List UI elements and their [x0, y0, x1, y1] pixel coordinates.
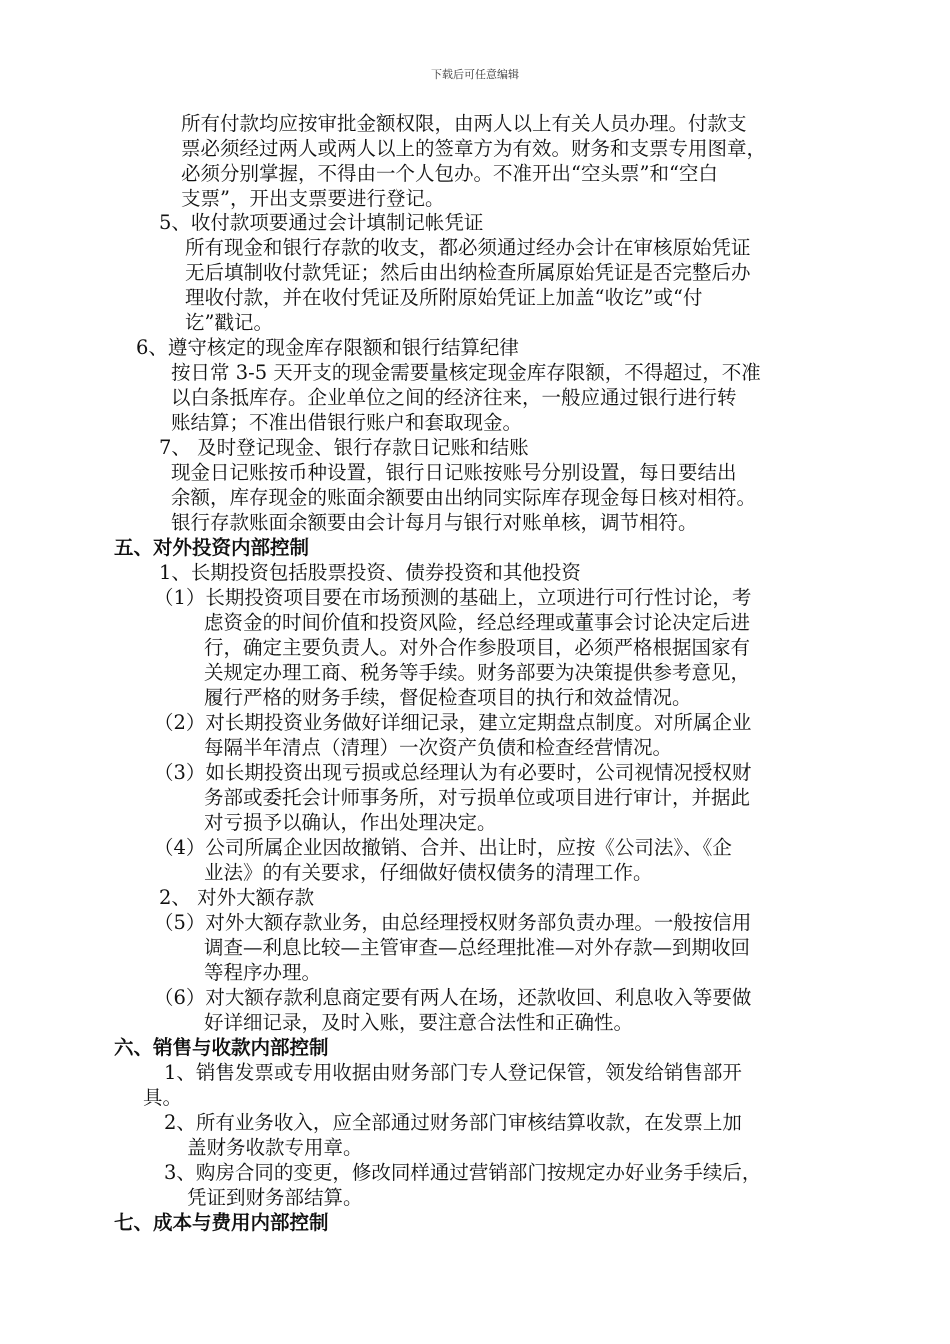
list-item-heading: 3、购房合同的变更，修改同样通过营销部门按规定办好业务手续后， — [164, 1161, 762, 1184]
body-line: 理收付款，并在收付凭证及所附原始凭证上加盖“收讫”或“付 — [185, 286, 703, 309]
body-line: （4）公司所属企业因故撤销、合并、出让时，应按《公司法》、《企 — [154, 836, 732, 859]
body-line: 虑资金的时间价值和投资风险，经总经理或董事会讨论决定后进 — [204, 611, 751, 634]
section-heading: 六、销售与收款内部控制 — [114, 1036, 329, 1059]
body-line: 履行严格的财务手续，督促检查项目的执行和效益情况。 — [204, 686, 692, 709]
body-line: 务部或委托会计师事务所，对亏损单位或项目进行审计，并据此 — [204, 786, 751, 809]
body-line: 所有现金和银行存款的收支，都必须通过经办会计在审核原始凭证 — [185, 236, 751, 259]
body-line: （3）如长期投资出现亏损或总经理认为有必要时，公司视情况授权财 — [154, 761, 752, 784]
body-line: 具。 — [143, 1086, 183, 1109]
body-line: 支票”，开出支票要进行登记。 — [181, 187, 445, 210]
list-item-heading: 5、收付款项要通过会计填制记帐凭证 — [159, 211, 484, 234]
body-line: 以白条抵库存。企业单位之间的经济往来，一般应通过银行进行转 — [171, 386, 737, 409]
page-header: 下载后可任意编辑 — [431, 68, 519, 81]
body-line: 等程序办理。 — [204, 961, 322, 984]
body-line: 现金日记账按币种设置，银行日记账按账号分别设置，每日要结出 — [171, 461, 737, 484]
body-line: （2）对长期投资业务做好详细记录，建立定期盘点制度。对所属企业 — [154, 711, 752, 734]
body-line: 按日常 3-5 天开支的现金需要量核定现金库存限额，不得超过，不准 — [171, 361, 761, 384]
body-line: 好详细记录，及时入账，要注意合法性和正确性。 — [204, 1011, 634, 1034]
body-line: 所有付款均应按审批金额权限，由两人以上有关人员办理。付款支 — [181, 112, 747, 135]
body-line: （1）长期投资项目要在市场预测的基础上，立项进行可行性讨论，考 — [154, 586, 752, 609]
section-heading: 五、对外投资内部控制 — [114, 536, 310, 559]
body-line: 关规定办理工商、税务等手续。财务部要为决策提供参考意见， — [204, 661, 751, 684]
body-line: 行，确定主要负责人。对外合作参股项目，必须严格根据国家有 — [204, 636, 751, 659]
body-line: 对亏损予以确认，作出处理决定。 — [204, 811, 497, 834]
body-line: 必须分别掌握，不得由一个人包办。不准开出“空头票”和“空白 — [181, 162, 718, 185]
body-line: 余额，库存现金的账面余额要由出纳同实际库存现金每日核对相符。 — [171, 486, 757, 509]
list-item-heading: 1、长期投资包括股票投资、债券投资和其他投资 — [159, 561, 581, 584]
body-line: 盖财务收款专用章。 — [187, 1136, 363, 1159]
list-item-heading: 2、 对外大额存款 — [159, 886, 315, 909]
body-line: 银行存款账面余额要由会计每月与银行对账单核，调节相符。 — [171, 511, 698, 534]
list-item-heading: 2、所有业务收入，应全部通过财务部门审核结算收款，在发票上加 — [164, 1111, 742, 1134]
body-line: 每隔半年清点（清理）一次资产负债和检查经营情况。 — [204, 736, 673, 759]
list-item-heading: 1、销售发票或专用收据由财务部门专人登记保管，领发给销售部开 — [164, 1061, 742, 1084]
list-item-heading: 7、 及时登记现金、银行存款日记账和结账 — [159, 436, 529, 459]
body-line: 凭证到财务部结算。 — [187, 1186, 363, 1209]
body-line: 业法》的有关要求，仔细做好债权债务的清理工作。 — [204, 861, 653, 884]
body-line: 调查—利息比较—主管审查—总经理批准—对外存款—到期收回 — [204, 936, 751, 959]
body-line: 账结算；不准出借银行账户和套取现金。 — [171, 411, 523, 434]
section-heading: 七、成本与费用内部控制 — [114, 1211, 329, 1234]
list-item-heading: 6、遵守核定的现金库存限额和银行结算纪律 — [136, 336, 519, 359]
body-line: 票必须经过两人或两人以上的签章方为有效。财务和支票专用图章， — [181, 137, 767, 160]
body-line: 讫”戳记。 — [185, 311, 273, 334]
body-line: （6）对大额存款利息商定要有两人在场，还款收回、利息收入等要做 — [154, 986, 752, 1009]
body-line: 无后填制收付款凭证；然后由出纳检查所属原始凭证是否完整后办 — [185, 261, 751, 284]
body-line: （5）对外大额存款业务，由总经理授权财务部负责办理。一般按信用 — [154, 911, 752, 934]
